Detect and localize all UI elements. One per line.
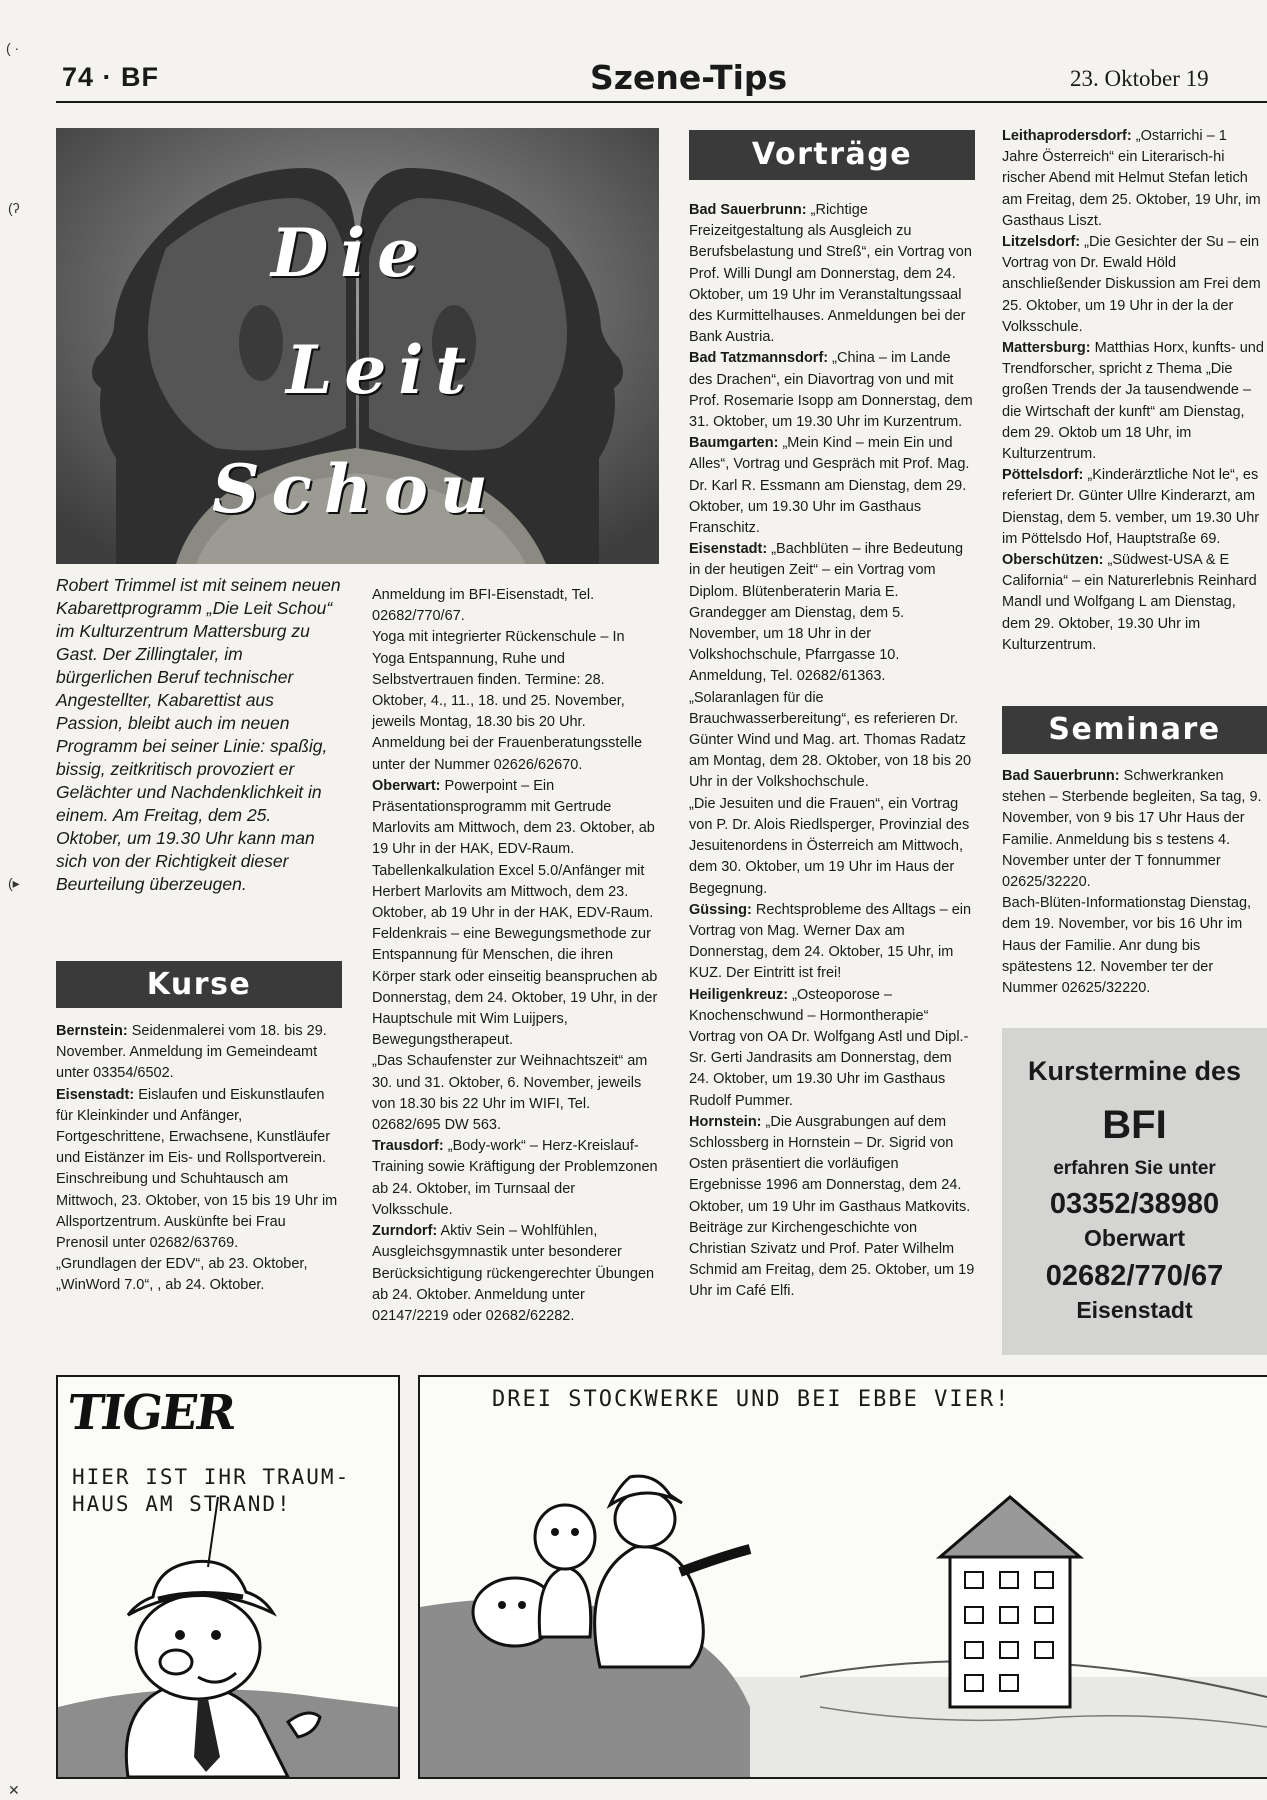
comic-panel-2	[418, 1375, 1267, 1779]
kurse-heading: Kurse	[56, 961, 342, 1008]
list-item	[689, 539, 975, 687]
entry-place: Eisenstadt:	[56, 1086, 135, 1103]
entry-text: „Die Jesuiten und die Frauen“, ein Vortrag von P. Dr. Alois Riedlsperger, Provinzial des Jesuitenordens in Österreich am Mittwoch, dem 30. Oktober, um 19 Uhr im Haus der Begegnung.	[689, 795, 970, 897]
entry-text: Beiträge zur Kirchengeschichte von Christian Szivatz und Prof. Pater Wilhelm Schmid am Freitag, dem 25. Oktober, um 19 Uhr im Café Elfi.	[689, 1219, 975, 1300]
list-item	[689, 433, 975, 539]
seminare-clip	[1002, 766, 1267, 1006]
entry-text: „Die Gesichter der Su – ein Vortrag von Dr. Ewald Höld anschließender Diskussion am Frei dem 25. Oktober, um 19 Uhr in der la der Volksschule.	[1002, 234, 1261, 335]
list-item	[1002, 766, 1267, 893]
column-4	[1002, 126, 1267, 656]
list-item	[372, 776, 658, 861]
header-rule	[56, 101, 1267, 103]
bfi-phone-oberwart: 03352/38980	[1049, 1188, 1220, 1220]
bfi-line-3: erfahren Sie unter	[1053, 1158, 1216, 1179]
comic-speech-1-line-1: HIER IST IHR TRAUM-	[72, 1465, 351, 1489]
entry-text: „Richtige Freizeitgestaltung als Ausgleich zu Berufsbelastung und Streß“, ein Vortrag von Prof. Willi Dungl am Donnerstag, dem 24. Oktober, um 19 Uhr im Veranstaltungssaal des Kurmittelhauses. Anmeldungen bei der Bank Austria.	[689, 202, 972, 346]
bfi-location-eisenstadt: Eisenstadt	[1076, 1297, 1193, 1323]
section-title: Szene-Tips	[590, 58, 788, 97]
entry-text: „Südwest-USA & E California“ – ein Naturerlebnis Reinhard Mandl und Wolfgang L am Dienstag, dem 29. Oktober, 19.30 Uhr im Kulturzentrum.	[1002, 552, 1257, 653]
comic-panel-1	[56, 1375, 400, 1779]
entry-place: Bad Tatzmannsdorf:	[689, 350, 829, 367]
page-number: 74 · BF	[62, 62, 160, 92]
seminare-column	[1002, 766, 1267, 999]
photo-title-line-2: Leit	[286, 331, 478, 409]
list-item	[372, 1136, 658, 1221]
entry-text: Powerpoint – Ein Präsentationsprogramm mit Gertrude Marlovits am Mittwoch, dem 23. Oktober, ab 19 Uhr in der HAK, EDV-Raum.	[372, 777, 655, 858]
entry-text: Tabellenkalkulation Excel 5.0/Anfänger mit Herbert Marlovits am Mittwoch, dem 23. Oktober, ab 19 Uhr in der HAK, EDV-Raum.	[372, 862, 654, 922]
entry-place: Bad Sauerbrunn:	[689, 202, 807, 218]
list-item	[372, 924, 658, 1051]
list-item	[689, 985, 975, 1112]
bfi-location-oberwart: Oberwart	[1084, 1225, 1185, 1251]
entry-place: Oberschützen:	[1002, 552, 1104, 569]
entry-text: „Das Schaufenster zur Weihnachtszeit“ am 30. und 31. Oktober, 6. November, jeweils von 18.30 bis 22 Uhr im WIFI, Tel. 02682/695 DW 563.	[372, 1053, 648, 1134]
entry-place: Zurndorf:	[372, 1223, 438, 1240]
entry-place: Trausdorf:	[372, 1138, 444, 1155]
entry-text: Seidenmalerei vom 18. bis 29. November. Anmeldung im Gemeindeamt unter 03354/6502.	[56, 1023, 327, 1082]
entry-place: Pöttelsdorf:	[1002, 467, 1084, 484]
list-item	[1002, 893, 1267, 999]
bfi-phone-eisenstadt: 02682/770/67	[1045, 1260, 1224, 1292]
list-item	[689, 1218, 975, 1303]
bfi-advert-box	[1002, 1028, 1267, 1355]
list-item	[372, 1221, 658, 1327]
entry-text: Aktiv Sein – Wohlfühlen, Ausgleichsgymnastik unter besonderer Berücksichtigung rückengerechter Übungen ab 24. Oktober. Anmeldung unter 02147/2219 oder 02682/62282.	[372, 1223, 655, 1324]
entry-place: Eisenstadt:	[689, 541, 768, 558]
bfi-logo-text: BFI	[1102, 1103, 1167, 1147]
list-item	[372, 585, 658, 627]
comic-drawing-2	[420, 1377, 1267, 1777]
entry-place: Litzelsdorf:	[1002, 234, 1081, 251]
photo-title-line-3: Schou	[212, 450, 500, 528]
entry-text: Feldenkrais – eine Bewegungsmethode zur Entspannung für Menschen, die ihren Körper stark oder einseitig beanspruchen ab Donnerstag, dem 24. Oktober, 19 Uhr, in der Hauptschule mit Wim Luijpers, Bewegungstherapeut.	[372, 926, 658, 1049]
list-item	[1002, 338, 1267, 465]
entry-text: Schwerkranken stehen – Sterbende begleiten, Sa tag, 9. November, von 9 bis 17 Uhr Haus der Familie. Anmeldung bis s testens 4. November unter der T fonnummer 02625/32220.	[1002, 768, 1262, 891]
list-item	[56, 1021, 342, 1085]
list-item	[689, 348, 975, 433]
entry-text: Bach-Blüten-Informationstag Dienstag, dem 19. November, vor bis 16 Uhr im Haus der Familie. Anr dung bis spätestens 12. November ter der Nummer 02625/32220.	[1002, 895, 1252, 997]
list-item	[689, 900, 975, 985]
list-item	[689, 794, 975, 900]
entry-place: Mattersburg:	[1002, 340, 1091, 357]
entry-place: Güssing:	[689, 901, 752, 918]
margin-mark: ( ·	[6, 40, 20, 56]
margin-mark: (ʔ	[8, 200, 20, 216]
feature-photo	[56, 128, 659, 564]
entry-text: „Osteoporose – Knochenschwund – Hormontherapie“ Vortrag von OA Dr. Wolfgang Astl und Dipl.-Sr. Gerti Jandrasits am Donnerstag, dem 24. Oktober, um 19.30 Uhr im Gasthaus Rudolf Pummer.	[689, 986, 969, 1109]
entry-place: Heiligenkreuz:	[689, 986, 789, 1003]
vortraege-column	[689, 200, 975, 1303]
list-item	[372, 627, 658, 775]
seminare-heading: Seminare	[1002, 706, 1267, 754]
entry-text: „Ostarrichi – 1 Jahre Österreich“ ein Literarisch-hi rischer Abend mit Helmut Stefan letich am Freitag, dem 25. Oktober, 19 Uhr, im Gasthaus Liszt.	[1002, 128, 1261, 229]
list-item	[1002, 126, 1267, 232]
vortraege-heading: Vorträge	[689, 130, 975, 180]
list-item	[372, 1051, 658, 1136]
list-item	[689, 688, 975, 794]
entry-text: „Solaranlagen für die Brauchwasserbereitung“, es referieren Dr. Günter Wind und Mag. art. Thomas Radatz am Montag, dem 28. Oktober, von 18 bis 20 Uhr in der Volkshochschule.	[689, 689, 972, 791]
list-item	[1002, 232, 1267, 338]
entry-place: Hornstein:	[689, 1113, 762, 1130]
entry-text: Eislaufen und Eiskunstlaufen für Kleinkinder und Anfänger, Fortgeschrittene, Erwachsene, Kunstläufer und Eistänzer im Eis- und Rollsportverein. Einschreibung und Schuhtausch am Mittwoch, 23. Oktober, von 15 bis 19 Uhr im Allsportzentrum. Auskünfte bei Frau Prenosil unter 02682/63769.	[56, 1086, 338, 1252]
comic-speech-2: DREI STOCKWERKE UND BEI EBBE VIER!	[492, 1387, 1011, 1412]
margin-mark: ✕	[8, 1782, 20, 1798]
list-item	[56, 1085, 342, 1255]
entry-text: Anmeldung im BFI-Eisenstadt, Tel. 02682/770/67.	[372, 587, 595, 625]
entry-text: „Bachblüten – ihre Bedeutung in der heutigen Zeit“ – ein Vortrag vom Diplom. Blütenberaterin Maria E. Grandegger am Dienstag, dem 5. November, um 18 Uhr in der Volkshochschule, Pfarrgasse 10. Anmeldung, Tel. 02682/61363.	[689, 541, 964, 685]
comic-logo-tiger: TIGER	[64, 1385, 238, 1441]
entry-place: Baumgarten:	[689, 435, 779, 452]
photo-caption: Robert Trimmel ist mit seinem neuen Kabarettprogramm „Die Leit Schou“ im Kulturzentrum Mattersburg zu Gast. Der Zillingtaler, im bürgerlichen Beruf technischer Angestellter, Kabarettist aus Passion, bleibt auch im neuen Programm bei seiner Linie: spaßig, bissig, zeitkritisch provoziert er Gelächter und Nachdenklichkeit in einem. Am Freitag, dem 25. Oktober, um 19.30 Uhr kann man sich von der Richtigkeit dieser Beurteilung überzeugen.	[56, 575, 341, 894]
list-item	[1002, 465, 1267, 550]
entry-place: Leithaprodersdorf:	[1002, 128, 1132, 144]
entry-text: „Die Ausgrabungen auf dem Schlossberg in Hornstein – Dr. Sigrid von Osten präsentiert die vorläufigen Ergebnisse 1996 am Donnerstag, dem 24. Oktober, um 19 Uhr im Gasthaus Matkovits.	[689, 1113, 971, 1215]
list-item	[1002, 550, 1267, 656]
entry-text: „Mein Kind – mein Ein und Alles“, Vortrag und Gespräch mit Prof. Mag. Dr. Karl R. Essmann am Dienstag, dem 29. Oktober, um 19.30 Uhr im Gasthaus Franschitz.	[689, 435, 970, 537]
entry-text: „Body-work“ – Herz-Kreislauf-Training sowie Kräftigung der Problemzonen ab 24. Oktober, im Turnsaal der Volksschule.	[372, 1138, 658, 1218]
entry-text: Matthias Horx, kunfts- und Trendforscher, spricht z Thema „Die großen Trends der Ja tausendwende – die Wirtschaft der kunft“ am Dienstag, dem 29. Oktob um 18 Uhr, im Kulturzentrum.	[1002, 340, 1264, 463]
list-item	[689, 1112, 975, 1218]
entry-text: „Kinderärztliche Not le“, es referiert Dr. Günter Ullre Kinderarzt, am Dienstag, dem 5. vember, um 19.30 Uhr im Pöttelsdo Hof, Hauptstraße 69.	[1002, 467, 1260, 547]
comic-speech-1-line-2: HAUS AM STRAND!	[72, 1492, 292, 1516]
column-4-clip	[1002, 126, 1267, 686]
margin-mark: (▸	[8, 875, 20, 891]
list-item	[689, 200, 975, 348]
bfi-line-1: Kurstermine des	[1027, 1056, 1242, 1086]
photo-title-line-1: Die	[271, 214, 432, 292]
entry-place: Oberwart:	[372, 777, 441, 794]
list-item	[56, 1254, 342, 1296]
issue-date: 23. Oktober 19	[1070, 66, 1209, 91]
entry-place: Bernstein:	[56, 1023, 128, 1039]
entry-text: Yoga mit integrierter Rückenschule – In Yoga Entspannung, Ruhe und Selbstvertrauen finden. Termine: 28. Oktober, 4., 11., 18. und 25. November, jeweils Montag, 18.30 bis 20 Uhr. Anmeldung bei der Frauenberatungsstelle unter der Nummer 02626/62670.	[372, 629, 643, 773]
entry-text: „Grundlagen der EDV“, ab 23. Oktober, „WinWord 7.0“, , ab 24. Oktober.	[56, 1256, 308, 1294]
kurse-column	[56, 1021, 342, 1297]
entry-place: Bad Sauerbrunn:	[1002, 768, 1120, 784]
entry-text: „China – im Lande des Drachen“, ein Diavortrag von und mit Prof. Rosemarie Isopp am Donnerstag, dem 31. Oktober, um 19.30 Uhr im Kurzentrum.	[689, 350, 973, 431]
entry-text: Rechtsprobleme des Alltags – ein Vortrag von Mag. Werner Dax am Donnerstag, dem 24. Oktober, 15 Uhr, im KUZ. Der Eintritt ist frei!	[689, 901, 972, 982]
column-2	[372, 585, 658, 1327]
list-item	[372, 861, 658, 925]
